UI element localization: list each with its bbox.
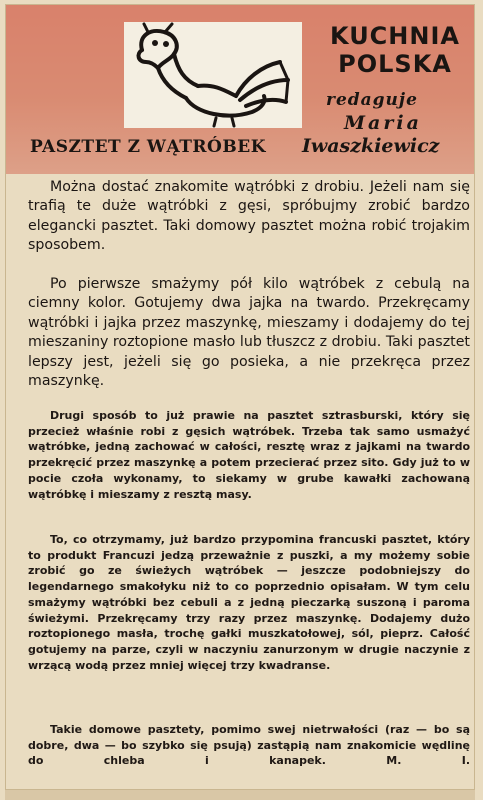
editor-first-name: Maria [344, 112, 422, 134]
cartoon-goose-icon [124, 22, 302, 128]
paragraph-text: Można dostać znakomite wątróbki z drobiu. Jeżeli nam się trafią te duże wątróbki z gęsi, spróbujmy zrobić bardzo elegancki pasztet. Taki domowy pasztet można robić trojakim sposobem. [28, 179, 470, 254]
column-title-line1: KUCHNIA [330, 22, 460, 50]
closing-paragraph [28, 722, 470, 769]
method-three-paragraph [28, 532, 470, 673]
recipe-headline: PASZTET Z WĄTRÓBEK [30, 137, 266, 157]
paragraph-text: To, co otrzymamy, już bardzo przypomina francuski pasztet, który to produkt Francuzi jedzą przeważnie z puszki, a my możemy sobie zrobić go ze świeżych wątróbek — jeszcze podobniejszy do legendarnego smakołyku niż to co poprzednio opisałam. W tym celu smażymy wątróbki bez cebuli a z jedną pieczarką suszoną i paroma świeżymi. Przekręcamy trzy razy przez maszynkę. Dodajemy dużo roztopionego masła, trochę gałki muszkatołowej, sól, pieprz. Całość gotujemy na parze, czyli w naczyniu zanurzonym w drugie naczynie z wrzącą wodą przez mniej więcej trzy kwadranse. [28, 533, 470, 672]
method-one-paragraph [28, 275, 470, 391]
goose-logo [124, 22, 302, 128]
edited-by-label: redaguje [326, 90, 418, 110]
editor-last-name: Iwaszkiewicz [302, 135, 440, 157]
column-title-line2: POLSKA [338, 50, 452, 78]
closing-text: Takie domowe pasztety, pomimo swej nietrwałości (raz — bo są dobre, dwa — bo szybko się psują) zastąpią nam znakomicie wędlinę do chleba i kanapek. [28, 723, 470, 768]
page-footer-strip [5, 790, 475, 800]
method-two-paragraph [28, 408, 470, 502]
intro-paragraph [28, 178, 470, 256]
paragraph-text: Po pierwsze smażymy pół kilo wątróbek z cebulą na ciemny kolor. Gotujemy dwa jajka na twardo. Przekręcamy wątróbki i jajka przez maszynkę, mieszamy i dodajemy do tej mieszaniny roztopione masło lub tłuszcz z drobiu. Taki pasztet lepszy jest, jeżeli się go posieka, a nie przekręca przez maszynkę. [28, 276, 470, 390]
paragraph-text [28, 722, 470, 769]
paragraph-text: Drugi sposób to już prawie na pasztet sztrasburski, który się przecież właśnie robi z gęsich wątróbek. Trzeba tak samo usmażyć wątróbke, jedną zachować w całości, resztę wraz z jajkami na twardo przekręcić przez maszynkę a potem przecierać przez sito. Gdy już to w pocie czoła wykonamy, to siekamy w grube kawałki zachowaną wątróbkę i mieszamy z resztą masy. [28, 409, 470, 501]
signature: M. I. [386, 754, 470, 768]
